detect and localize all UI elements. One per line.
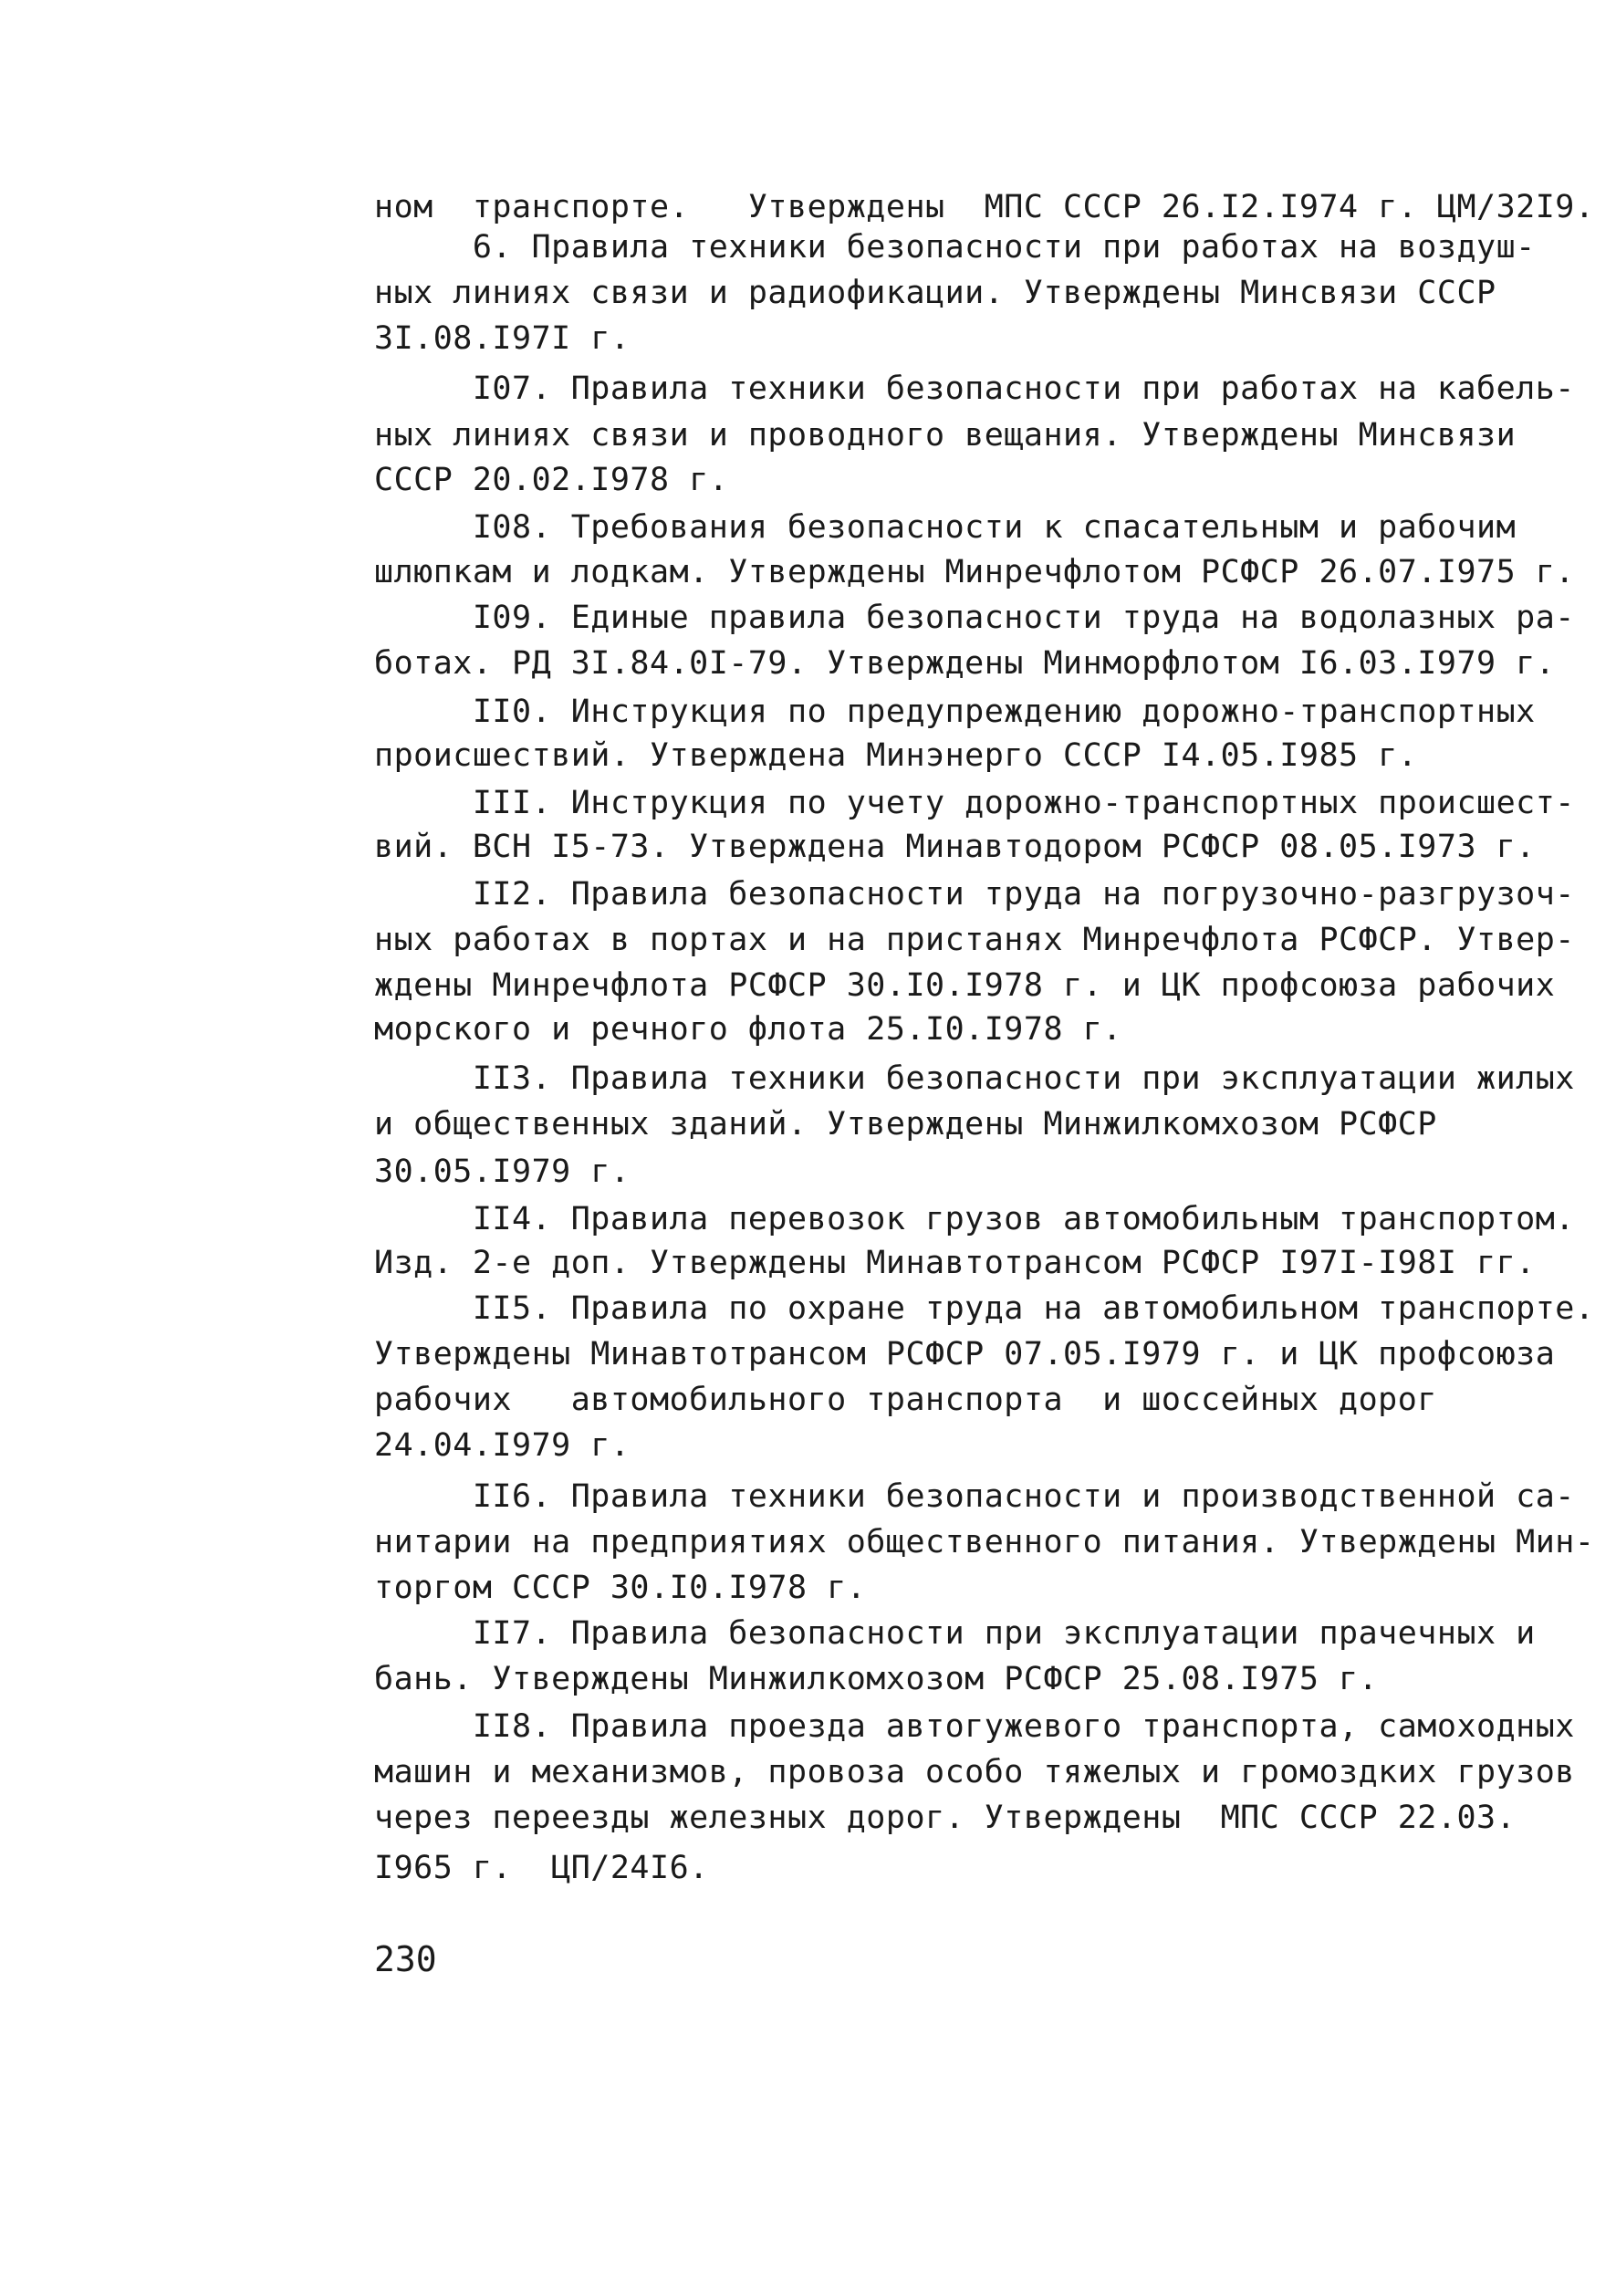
text-line: ных линиях связи и проводного вещания. Утверждены Минсвязи xyxy=(374,417,1517,454)
text-line: Утверждены Минавтотрансом РСФСР 07.05.I979 г. и ЦК профсоюза xyxy=(374,1336,1556,1372)
text-line: машин и механизмов, провоза особо тяжелых и громоздких грузов xyxy=(374,1754,1575,1790)
text-line: через переезды железных дорог. Утверждены МПС СССР 22.03. xyxy=(374,1800,1517,1836)
text-line: I09. Единые правила безопасности труда на водолазных ра- xyxy=(374,600,1575,636)
text-line: ных работах в портах и на пристанях Минречфлота РСФСР. Утвер- xyxy=(374,922,1575,958)
text-line: II8. Правила проезда автогужевого транспорта, самоходных xyxy=(374,1708,1575,1745)
text-line: происшествий. Утверждена Минэнерго СССР I4.05.I985 г. xyxy=(374,737,1418,774)
text-line: 24.04.I979 г. xyxy=(374,1427,631,1464)
text-line: торгом СССР 30.I0.I978 г. xyxy=(374,1570,867,1606)
text-line: шлюпкам и лодкам. Утверждены Минречфлотом РСФСР 26.07.I975 г. xyxy=(374,554,1575,590)
text-line: I08. Требования безопасности к спасательным и рабочим xyxy=(374,509,1517,546)
text-line: II3. Правила техники безопасности при эксплуатации жилых xyxy=(374,1060,1575,1097)
text-line: I965 г. ЦП/24I6. xyxy=(374,1850,709,1886)
text-line: II2. Правила безопасности труда на погрузочно-разгрузоч- xyxy=(374,876,1575,913)
text-line: 3I.08.I97I г. xyxy=(374,320,631,357)
text-line: 30.05.I979 г. xyxy=(374,1153,631,1190)
text-line: вий. ВСН I5-73. Утверждена Минавтодором РСФСР 08.05.I973 г. xyxy=(374,829,1536,865)
text-line: II4. Правила перевозок грузов автомобильным транспортом. xyxy=(374,1201,1575,1237)
text-line: II6. Правила техники безопасности и производственной са- xyxy=(374,1478,1575,1515)
text-line: II5. Правила по охране труда на автомобильном транспорте. xyxy=(374,1290,1595,1327)
text-line: Изд. 2-е доп. Утверждены Минавтотрансом РСФСР I97I-I98I гг. xyxy=(374,1245,1536,1281)
text-line: бань. Утверждены Минжилкомхозом РСФСР 25.08.I975 г. xyxy=(374,1661,1379,1697)
page-number: 230 xyxy=(374,1939,437,1979)
text-line: II0. Инструкция по предупреждению дорожно-транспортных xyxy=(374,694,1536,730)
text-line: нитарии на предприятиях общественного питания. Утверждены Мин- xyxy=(374,1524,1595,1560)
text-line: ботах. РД 3I.84.0I-79. Утверждены Минморфлотом I6.03.I979 г. xyxy=(374,645,1556,682)
text-line: I07. Правила техники безопасности при работах на кабель- xyxy=(374,370,1575,407)
text-line: III. Инструкция по учету дорожно-транспортных происшест- xyxy=(374,785,1575,821)
text-line: 6. Правила техники безопасности при работах на воздуш- xyxy=(374,229,1536,266)
text-line: II7. Правила безопасности при эксплуатации прачечных и xyxy=(374,1615,1536,1652)
text-line: ных линиях связи и радиофикации. Утверждены Минсвязи СССР xyxy=(374,275,1496,311)
text-line: ждены Минречфлота РСФСР 30.I0.I978 г. и ЦК профсоюза рабочих xyxy=(374,967,1556,1004)
text-line: морского и речного флота 25.I0.I978 г. xyxy=(374,1011,1122,1048)
text-line: и общественных зданий. Утверждены Минжилкомхозом РСФСР xyxy=(374,1106,1437,1143)
text-line: рабочих автомобильного транспорта и шоссейных дорог xyxy=(374,1382,1437,1418)
text-line: ном транспорте. Утверждены МПС СССР 26.I2.I974 г. ЦМ/32I9. xyxy=(374,189,1595,225)
text-line: СССР 20.02.I978 г. xyxy=(374,462,729,498)
